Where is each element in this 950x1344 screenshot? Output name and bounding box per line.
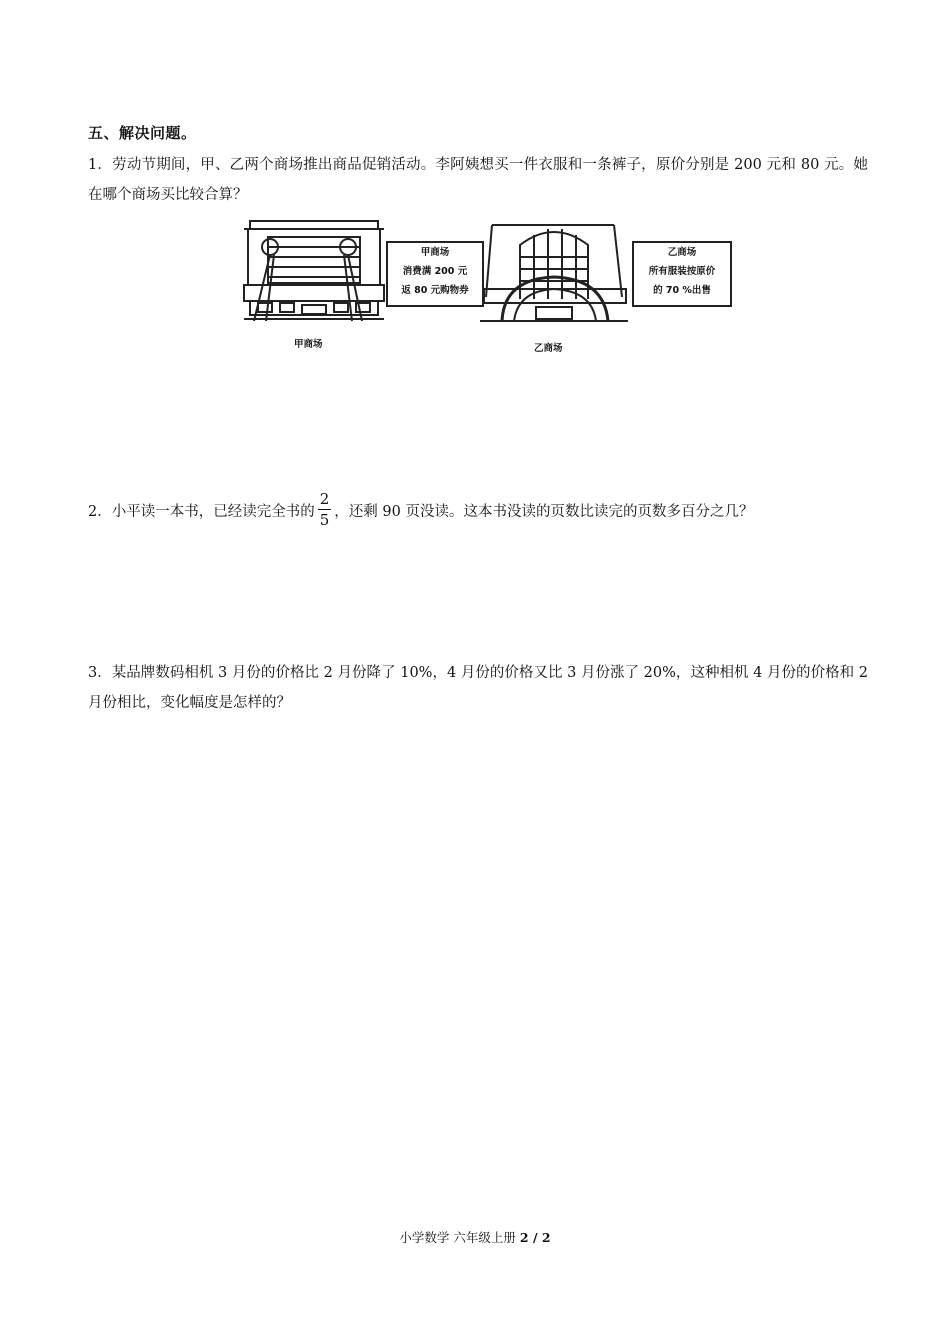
page-footer	[0, 1228, 950, 1246]
footer-label: 小学数学 六年级上册	[399, 1230, 516, 1245]
page-number: 2 / 2	[519, 1230, 551, 1245]
sign-b-line-1: 乙商场	[667, 247, 697, 258]
mall-a-sign	[386, 241, 484, 307]
question-3: 3．某品牌数码相机 3 月份的价格比 2 月份降了 10%，4 月份的价格又比 3 月份涨了 20%，这种相机 4 月份的价格和 2 月份相比，变化幅度是怎样的？	[88, 665, 868, 711]
question-2-after: ，还剩 90 页没读。这本书没读的页数比读完的页数多百分之几？	[334, 504, 754, 520]
question-1: 1．劳动节期间，甲、乙两个商场推出商品促销活动。李阿姨想买一件衣服和一条裤子，原价分别是 200 元和 80 元。她在哪个商场买比较合算？	[88, 157, 868, 203]
sign-a-line-3: 返 80 元购物券	[401, 285, 469, 296]
mall-a-building	[244, 221, 384, 321]
sign-a-line-2: 消费满 200 元	[402, 266, 468, 277]
fraction-numerator: 2	[319, 490, 330, 508]
fraction	[318, 492, 332, 528]
mall-a-caption: 甲商场	[294, 339, 323, 350]
mall-b-caption: 乙商场	[534, 343, 563, 354]
sign-b-line-3: 的 70 %出售	[653, 285, 711, 296]
mall-illustration	[214, 209, 734, 359]
mall-b-sign	[632, 241, 732, 307]
fraction-denominator: 5	[319, 511, 330, 529]
question-2-before: 2．小平读一本书，已经读完全书的	[88, 504, 315, 520]
question-2	[88, 490, 868, 530]
sign-b-line-2: 所有服装按原价	[648, 266, 716, 277]
mall-b-building	[480, 225, 628, 321]
section-title: 五、解决问题。	[88, 124, 197, 142]
sign-a-line-1: 甲商场	[420, 247, 450, 258]
